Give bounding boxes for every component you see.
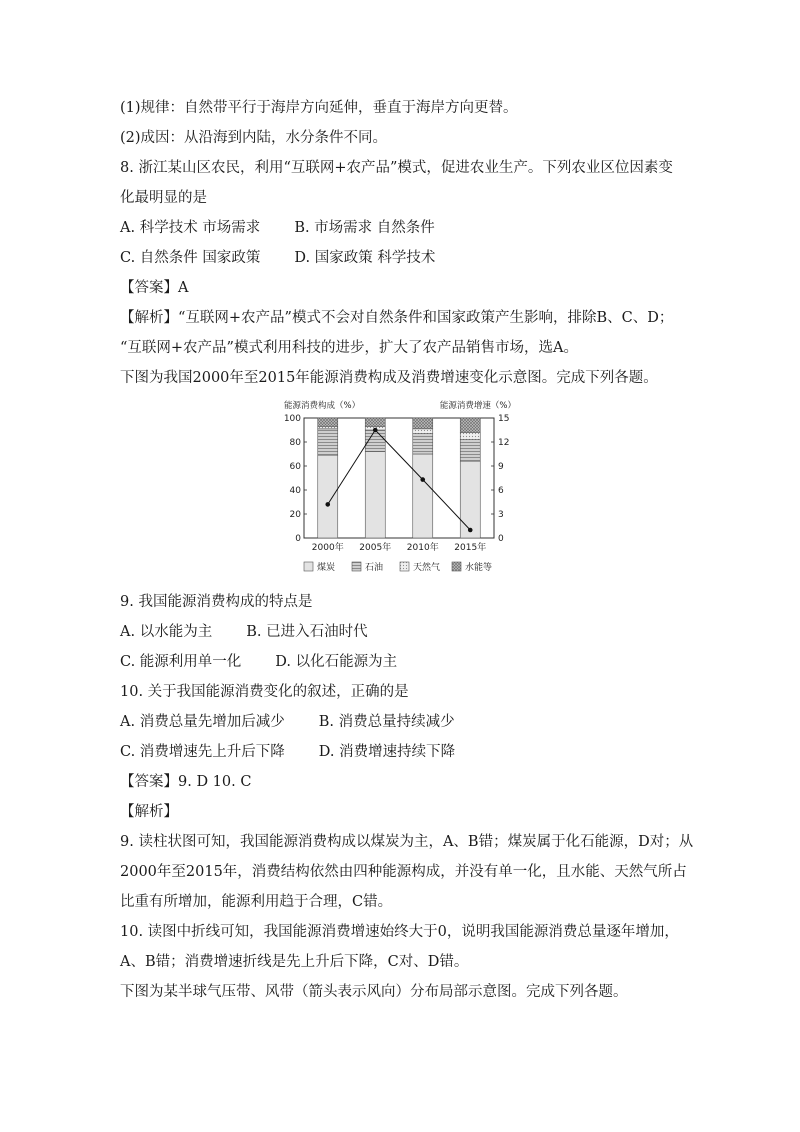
right-tick-label: 0 (498, 534, 504, 544)
option-a: A. 消费总量先增加后减少 (120, 714, 285, 730)
text-line: (1)规律：自然带平行于海岸方向延伸，垂直于海岸方向更替。 (120, 100, 518, 116)
bar-segment-天然气 (318, 426, 338, 428)
bar-segment-石油 (413, 434, 433, 454)
left-tick-label: 0 (295, 534, 301, 544)
explanation-10: A、B错；消费增速折线是先上升后下降，C对、D错。 (120, 954, 469, 970)
growth-rate-point (468, 528, 473, 533)
right-tick-label: 12 (498, 438, 510, 448)
bar-segment-石油 (318, 429, 338, 455)
bar-segment-天然气 (460, 432, 480, 439)
energy-chart (282, 396, 518, 580)
bar-segment-水能等 (318, 418, 338, 426)
option-b: B. 消费总量持续减少 (318, 714, 455, 730)
bar-segment-石油 (460, 440, 480, 462)
left-tick-label: 60 (289, 462, 301, 472)
growth-rate-point (325, 502, 330, 507)
answer-8: 【答案】A (120, 280, 189, 296)
next-intro: 下图为某半球气压带、风带（箭头表示风向）分布局部示意图。完成下列各题。 (120, 984, 628, 1000)
option-c: C. 能源利用单一化 (120, 654, 242, 670)
growth-rate-point (420, 477, 425, 482)
left-tick-label: 20 (289, 510, 301, 520)
option-a: A. 以水能为主 (120, 624, 213, 640)
bar-segment-天然气 (413, 429, 433, 434)
option-d: D. 以化石能源为主 (275, 654, 398, 670)
legend-label: 石油 (365, 563, 384, 573)
explanation-9: 9. 读柱状图可知，我国能源消费构成以煤炭为主，A、B错；煤炭属于化石能源，D对；从 (120, 834, 694, 850)
bar-segment-水能等 (413, 418, 433, 429)
x-tick-label: 2000年 (311, 543, 344, 553)
text-line: (2)成因：从沿海到内陆，水分条件不同。 (120, 130, 388, 146)
options-row (120, 742, 455, 762)
explanation-9: 2000年至2015年，消费结构依然由四种能源构成，并没有单一化，且水能、天然气所占 (120, 864, 687, 880)
options-row (120, 712, 455, 732)
bar-segment-煤炭 (318, 455, 338, 538)
option-a: A. 科学技术 市场需求 (120, 220, 261, 236)
right-tick-label: 3 (498, 510, 504, 520)
growth-rate-point (373, 428, 378, 433)
legend-swatch-石油 (352, 562, 361, 571)
chart-intro: 下图为我国2000年至2015年能源消费构成及消费增速变化示意图。完成下列各题。 (120, 370, 658, 386)
options-row (120, 248, 435, 268)
bar-segment-煤炭 (365, 452, 385, 538)
question-8-text: 化最明显的是 (120, 190, 207, 206)
left-tick-label: 40 (289, 486, 301, 496)
right-tick-label: 9 (498, 462, 504, 472)
legend-label: 煤炭 (317, 563, 336, 573)
option-b: B. 市场需求 自然条件 (294, 220, 435, 236)
legend-label: 天然气 (413, 563, 441, 573)
options-row (120, 652, 397, 672)
left-tick-label: 100 (283, 414, 301, 424)
explanation-10: 10. 读图中折线可知，我国能源消费增速始终大于0，说明我国能源消费总量逐年增加， (120, 924, 679, 940)
options-row (120, 218, 435, 238)
explanation-9: 比重有所增加，能源利用趋于合理，C错。 (120, 894, 393, 910)
right-tick-label: 6 (498, 486, 504, 496)
bar-segment-煤炭 (413, 454, 433, 538)
legend-swatch-煤炭 (304, 562, 313, 571)
legend-label: 水能等 (465, 563, 493, 573)
x-tick-label: 2010年 (406, 543, 439, 553)
option-d: D. 国家政策 科学技术 (294, 250, 436, 266)
legend-swatch-水能等 (452, 562, 461, 571)
left-tick-label: 80 (289, 438, 301, 448)
left-axis-title: 能源消费构成（%） (284, 401, 361, 411)
question-8-text: 8. 浙江某山区农民，利用“互联网+农产品”模式，促进农业生产。下列农业区位因素变 (120, 160, 673, 176)
option-d: D. 消费增速持续下降 (318, 744, 456, 760)
right-axis-title: 能源消费增速（%） (439, 401, 516, 411)
explanation-8: “互联网+农产品”模式利用科技的进步，扩大了农产品销售市场，选A。 (120, 340, 578, 356)
explanation-heading: 【解析】 (120, 804, 178, 820)
x-tick-label: 2005年 (359, 543, 392, 553)
bar-segment-水能等 (365, 418, 385, 426)
question-10-text: 10. 关于我国能源消费变化的叙述，正确的是 (120, 684, 409, 700)
x-tick-label: 2015年 (454, 543, 487, 553)
option-b: B. 已进入石油时代 (246, 624, 368, 640)
option-c: C. 消费增速先上升后下降 (120, 744, 285, 760)
explanation-8: 【解析】“互联网+农产品”模式不会对自然条件和国家政策产生影响，排除B、C、D； (120, 310, 674, 326)
legend-swatch-天然气 (400, 562, 409, 571)
option-c: C. 自然条件 国家政策 (120, 250, 261, 266)
bar-segment-煤炭 (460, 461, 480, 538)
right-tick-label: 15 (498, 414, 510, 424)
energy-chart-svg (282, 396, 518, 580)
bar-segment-水能等 (460, 418, 480, 432)
answer-9-10: 【答案】9. D 10. C (120, 774, 252, 790)
question-9-text: 9. 我国能源消费构成的特点是 (120, 594, 313, 610)
options-row (120, 622, 368, 642)
growth-rate-line (328, 430, 471, 530)
